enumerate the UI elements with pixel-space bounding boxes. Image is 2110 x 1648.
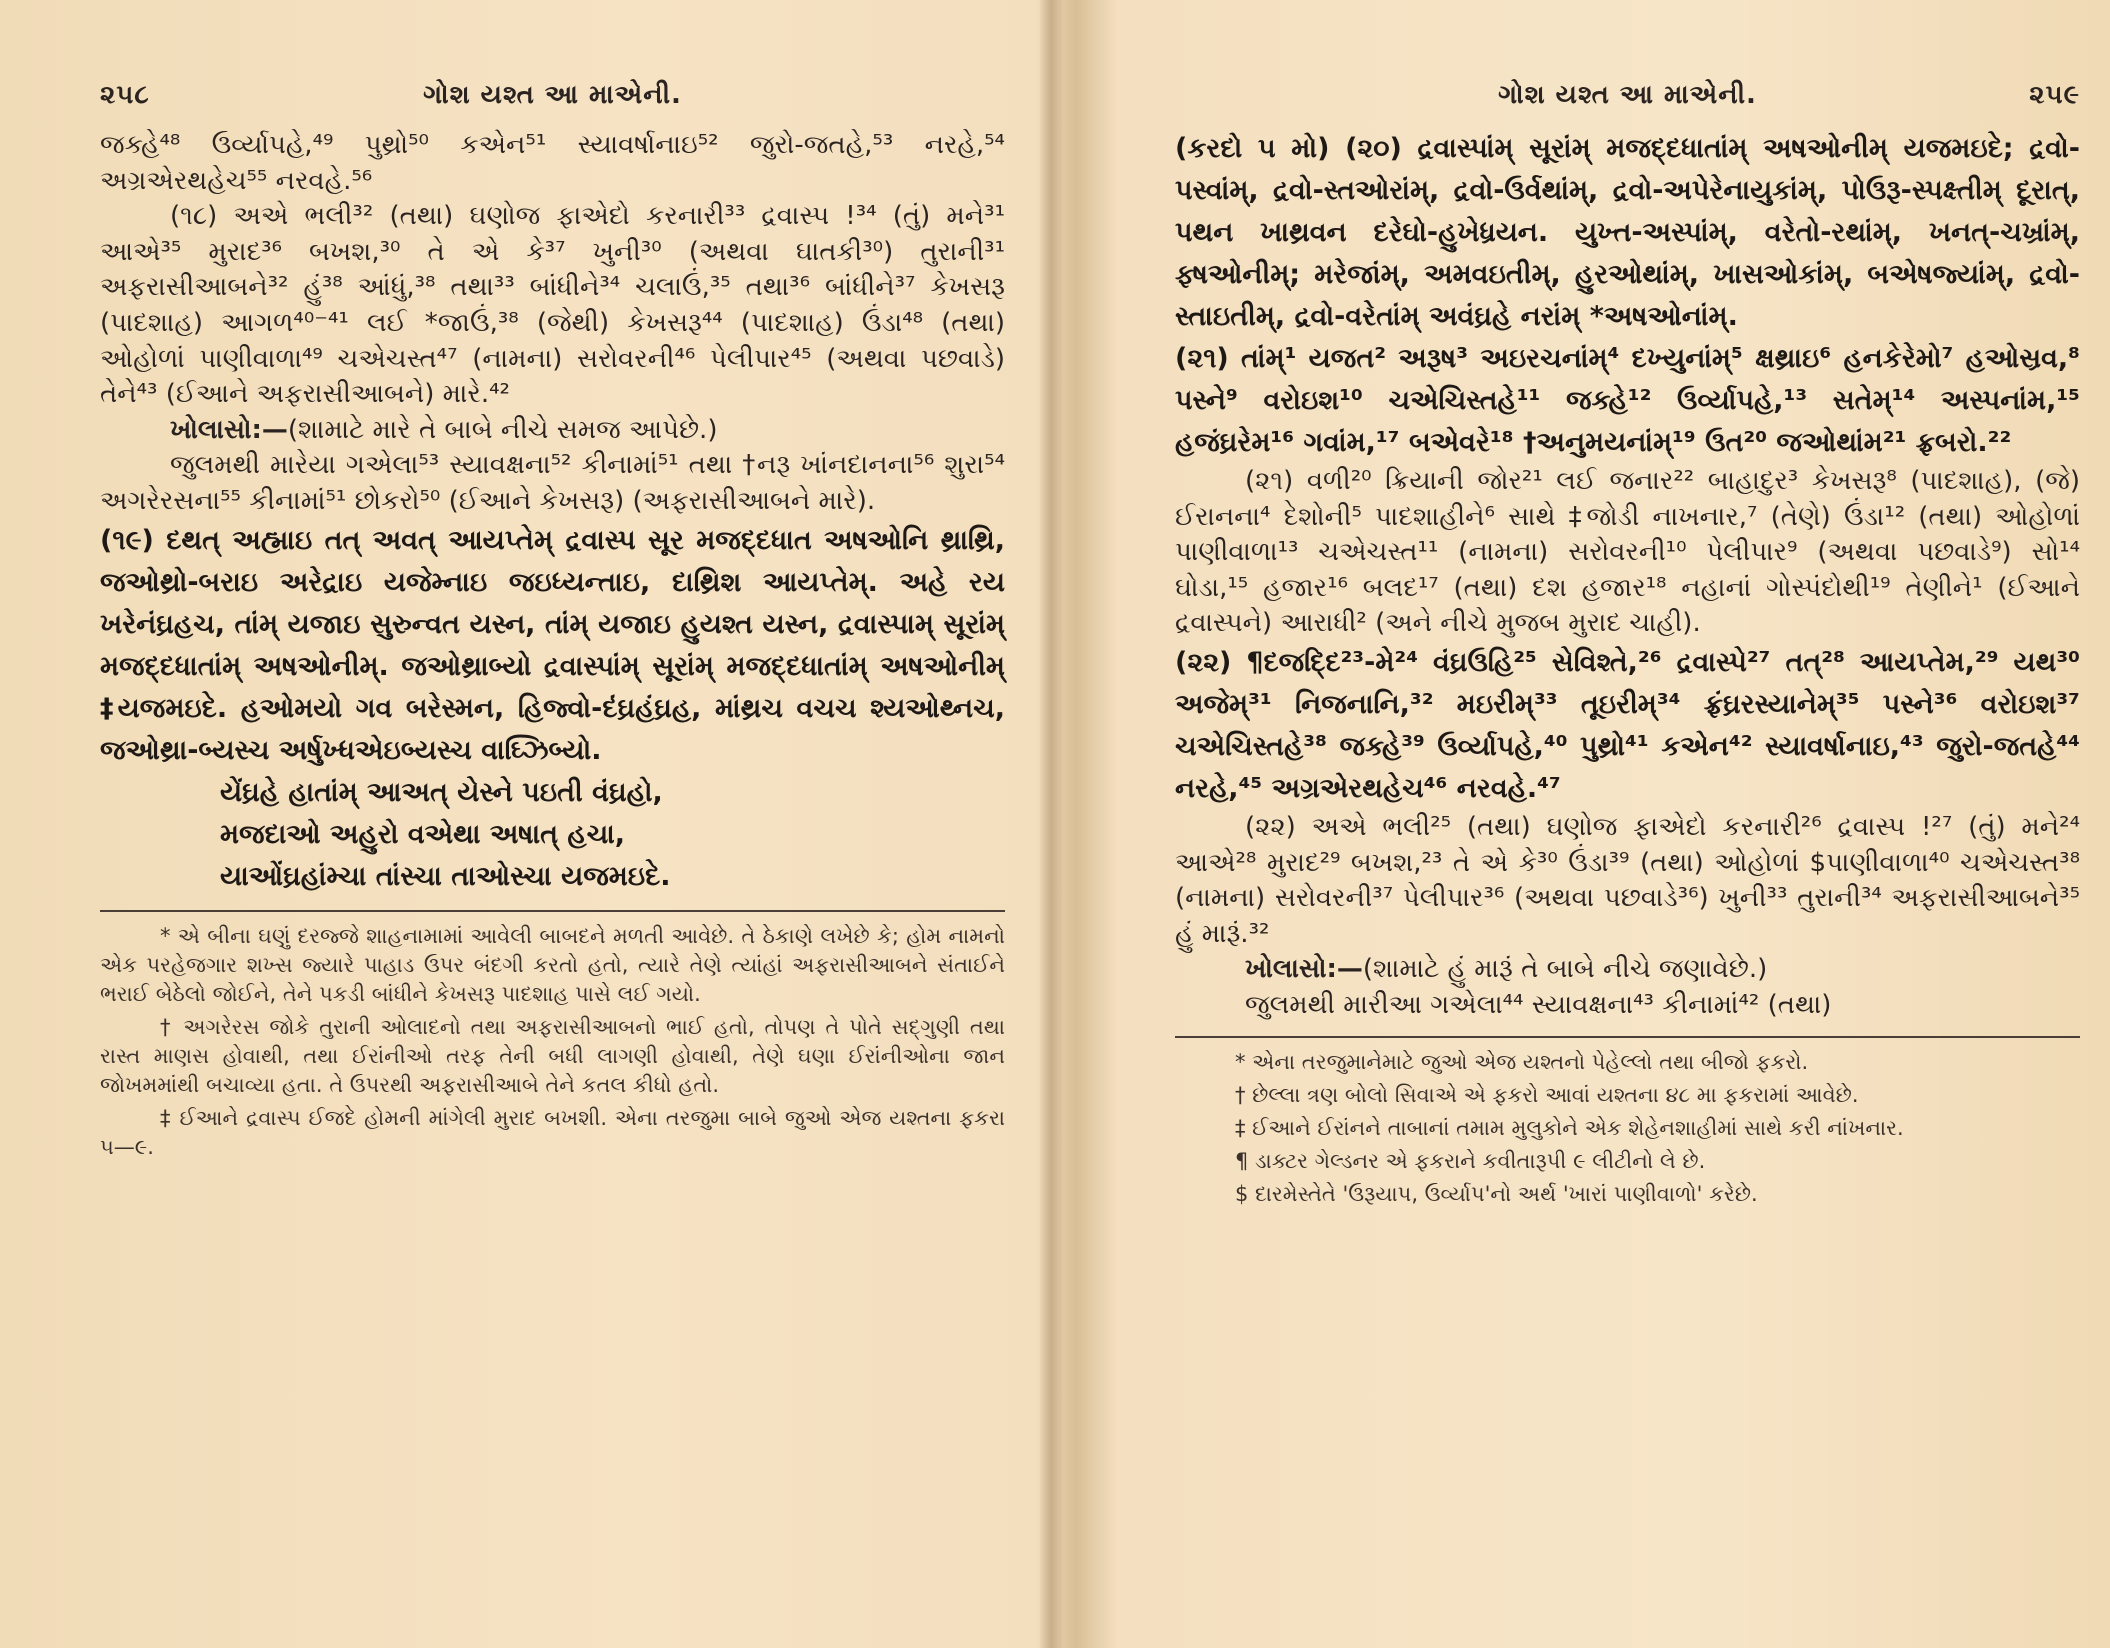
footnote-divider — [1175, 1036, 2080, 1038]
paragraph: (૨૨) અએ ભલી²⁵ (તથા) ઘણોજ ફાએદો કરનારી²⁶ દ્રવાસ્પ !²⁷ (તું) મને²⁴ આએ²⁸ મુરાદ²⁹ બખશ,²³ તે એ કે³⁰ ઉંડા³⁹ (તથા) ઓહોળાં $પાણીવાળા⁴⁰ ચએચસ્ત³⁸ (નામના) સરોવરની³⁷ પેલીપાર³⁶ (અથવા પછવાડે³⁶) ખુની³³ તુરાની³⁴ અફરાસીઆબને³⁵ હું મારૂં.³² — [1175, 811, 2080, 949]
avesta-text — [100, 520, 1005, 898]
page-number: ૨૫૯ — [2029, 80, 2080, 110]
avesta-paragraph: (૧૯) દથત્ અહ્માઇ તત્ અવત્ આયપ્તેમ્ દ્રવાસ્પ સૂર મજદ્દધાત અષઓનિ થ્રાથ્રિ, જઓથ્રો-બરાઇ અરેદ્રાઇ યજેમ્નાઇ જઇધ્યન્તાઇ, દાથ્રિશ આયપ્તેમ્. અહે રય ખરેનંઘ્રહચ, તાંમ્ યજાઇ સુરુન્વત યસ્ન, તાંમ્ યજાઇ હુયશ્ત યસ્ન, દ્રવાસ્પામ્ સૂરાંમ્ મજદ્દધાતાંમ્ અષઓનીમ્. જઓથ્રાબ્યો દ્રવાસ્પાંમ્ સૂરાંમ્ મજદ્દધાતાંમ્ અષઓનીમ્ ‡યજમઇદે. હઓમયો ગવ બરેસ્મન, હિજ્વો-દંઘ્રહંઘ્રહ, માંથ્રચ વચચ શ્યઓથ્નચ, જઓથ્રા-બ્યસ્ચ અર્ષુખ્ધએઇબ્યસ્ચ વાઘ્ઝિબ્યો. — [100, 524, 1005, 766]
footnote: † અગરેરસ જોકે તુરાની ઓલાદનો તથા અફરાસીઆબનો ભાઈ હતો, તોપણ તે પોતે સદ્ગુણી તથા રાસ્ત માણસ હોવાથી, તથા ઈરાંનીઓ તરફ તેની બધી લાગણી હોવાથી, તેણે ઘણા ઈરાંનીઓના જાન જોખમમાંથી બચાવ્યા હતા. તે ઉપરથી અફરાસીઆબે તેને કતલ કીધો હતો. — [100, 1014, 1005, 1097]
paragraph: જુલમથી મારેયા ગએલા⁵³ સ્યાવક્ષના⁵² કીનામાં⁵¹ તથા †નરૂ ખાંનદાનના⁵⁶ શુરા⁵⁴ અગરેરસના⁵⁵ કીનામાં⁵¹ છોકરો⁵⁰ (ઈઆને કેખસરૂ) (અફરાસીઆબને મારે). — [100, 450, 1005, 516]
footnote: ‡ ઈઆને દ્રવાસ્પ ઈજદે હોમની માંગેલી મુરાદ બખશી. એના તરજુમા બાબે જુઓ એજ યશ્તના ફકરા ૫—૯. — [100, 1105, 1005, 1159]
footnotes — [100, 922, 1005, 1162]
paragraph: જુલમથી મારીઆ ગએલા⁴⁴ સ્યાવક્ષના⁴³ કીનામાં⁴² (તથા) — [1245, 989, 1832, 1020]
footnote-divider — [100, 910, 1005, 912]
paragraph: (૨૧) વળી²⁰ ક્રિયાની જોર²¹ લઈ જનાર²² બાહાદુર³ કેખસરૂ⁸ (પાદશાહ), (જે) ઈરાનના⁴ દેશોની⁵ પાદશાહીને⁶ સાથે ‡જોડી નાખનાર,⁷ (તેણે) ઉંડા¹² (તથા) ઓહોળાં પાણીવાળા¹³ ચએચસ્ત¹¹ (નામના) સરોવરની¹⁰ પેલીપાર⁹ (અથવા પછવાડે⁹) સો¹⁴ ઘોડા,¹⁵ હજાર¹⁶ બલદ¹⁷ (તથા) દશ હજાર¹⁸ નહાનાં ગોસ્પંદોથી¹⁹ તેણીને¹ (ઈઆને દ્રવાસ્પને) આરાધી² (અને નીચે મુજબ મુરાદ ચાહી). — [1175, 466, 2080, 639]
footnote: * એના તરજુમાનેમાટે જુઓ એજ યશ્તનો પેહેલ્લો તથા બીજો ફકરો. — [1235, 1049, 1809, 1074]
avesta-paragraph: (૨૧) તાંમ્¹ યજત² અરૂષ³ અઇરચનાંમ્⁴ દખ્યુનાંમ્⁵ ક્ષથ્રાઇ⁶ હનકેરેમો⁷ હઓસ્રવ,⁸ પસ્ને⁹ વરોઇશ¹⁰ ચએચિસ્તહે¹¹ જક્હે¹² ઉર્વ્યાપહે,¹³ સતેમ્¹⁴ અસ્પનાંમ,¹⁵ હજંઘ્રરેમ¹⁶ ગવાંમ,¹⁷ બએવરે¹⁸ †અનુમયનાંમ્¹⁹ ઉત²⁰ જઓથાંમ²¹ ફ્રબરો.²² — [1175, 343, 2080, 458]
body-text — [1175, 464, 2080, 642]
khulaso-text: (શામાટે હું મારૂં તે બાબે નીચે જણાવેછે.) — [1362, 954, 1768, 985]
running-header — [1175, 80, 2080, 128]
page-number: ૨૫૮ — [100, 80, 150, 110]
left-page — [100, 80, 1005, 1600]
footnote: ¶ ડાક્ટર ગેલ્ડનર એ ફકરાને કવીતારૂપી ૯ લીટીનો લે છે. — [1235, 1148, 1706, 1173]
khulaso-label: ખોલાસો:— — [1245, 954, 1363, 985]
explanation-heading — [1175, 952, 2080, 988]
khulaso-text: (શામાટે મારે તે બાબે નીચે સમજ આપેછે.) — [287, 414, 718, 445]
footnote: † છેલ્લા ત્રણ બોલો સિવાએ એ ફકરો આવાં યશ્તના ૪૮ મા ફકરામાં આવેછે. — [1235, 1082, 1859, 1107]
body-text — [100, 128, 1005, 520]
verse-line: યેંઘ્રહે હાતાંમ્ આઅત્ યેસ્ને પઇતી વંઘ્રહો, — [220, 776, 663, 808]
verse-line: યાઓંઘ્રહાંમ્ચા તાંસ્ચા તાઓસ્ચા યજમઇદે. — [220, 860, 671, 892]
right-page — [1175, 80, 2080, 1600]
running-title: ગોશ યશ્ત આ માએની. — [423, 80, 682, 110]
footnote: $ દારમેસ્તેતે 'ઉરૂયાપ, ઉર્વ્યાપ'નો અર્થ 'ખારાં પાણીવાળો' કરેછે. — [1235, 1181, 1758, 1206]
running-title: ગોશ યશ્ત આ માએની. — [1498, 80, 1757, 110]
explanation-heading — [100, 413, 1005, 449]
book-gutter — [1040, 0, 1062, 1648]
avesta-text — [1175, 642, 2080, 810]
footnote: ‡ ઈઆને ઈરાંનને તાબાનાં તમામ મુલુકોને એક શેહેનશાહીમાં સાથે કરી નાંખનાર. — [1235, 1115, 1904, 1140]
verse-line: મજદાઓ અહુરો વએથા અષાત્ હચા, — [220, 818, 626, 850]
paragraph: (૧૮) અએ ભલી³² (તથા) ઘણોજ ફાએદો કરનારી³³ દ્રવાસ્પ !³⁴ (તું) મને³¹ આએ³⁵ મુરાદ³⁶ બખશ,³⁰ તે એ કે³⁷ ખુની³⁰ (અથવા ઘાતકી³⁰) તુરાની³¹ અફરાસીઆબને³² હું³⁸ આંધું,³⁸ તથા³³ બાંધીને³⁴ ચલાઉં,³⁵ તથા³⁶ બાંધીને³⁷ કેખસરૂ (પાદશાહ) આગળ⁴⁰⁻⁴¹ લઈ *જાઉં,³⁸ (જેથી) કેખસરૂ⁴⁴ (પાદશાહ) ઉંડા⁴⁸ (તથા) ઓહોળાં પાણીવાળા⁴⁹ ચએચસ્ત⁴⁷ (નામના) સરોવરની⁴⁶ પેલીપાર⁴⁵ (અથવા પછવાડે) તેને⁴³ (ઈઆને અફરાસીઆબને) મારે.⁴² — [100, 201, 1005, 410]
avesta-text — [1175, 128, 2080, 464]
paragraph: જક્હે⁴⁸ ઉર્વ્યાપહે,⁴⁹ પુથ્રો⁵⁰ કએન⁵¹ સ્યાવર્ષાનાઇ⁵² જુરો-જતહે,⁵³ નરહે,⁵⁴ અગ્રએરથહેચ⁵⁵ નરવહે.⁵⁶ — [100, 130, 1005, 196]
body-text — [1175, 810, 2080, 1024]
footnotes — [1175, 1048, 2080, 1209]
footnote: * એ બીના ઘણું દરજ્જે શાહનામામાં આવેલી બાબદને મળતી આવેછે. તે ઠેકાણે લખેછે કે; હોમ નામનો એક પરહેજગાર શખ્સ જ્યારે પાહાડ ઉપર બંદગી કરતો હતો, ત્યારે તેણે ત્યાંહાં અફરાસીઆબને સંતાઈને ભરાઈ બેઠેલો જોઈને, તેને પકડી બાંધીને કેખસરૂ પાદશાહ પાસે લઈ ગયો. — [100, 923, 1005, 1006]
running-header — [100, 80, 1005, 128]
khulaso-label: ખોલાસો:— — [170, 414, 288, 445]
avesta-paragraph: (૨૨) ¶દજદ્દિ²³-મે²⁴ વંઘ્રઉહિ²⁵ સેવિશ્તે,²⁶ દ્રવાસ્પે²⁷ તત્²⁸ આયપ્તેમ,²⁹ યથ³⁰ અજેમ્³¹ નિજનાનિ,³² મઇરીમ્³³ તૂઇરીમ્³⁴ ફ્રંઘ્રરસ્યાનેમ્³⁵ પસ્ને³⁶ વરોઇશ³⁷ ચએચિસ્તહે³⁸ જક્હે³⁹ ઉર્વ્યાપહે,⁴⁰ પુથ્રો⁴¹ કએન⁴² સ્યાવર્ષાનાઇ,⁴³ જુરો-જતહે⁴⁴ નરહે,⁴⁵ અગ્રએરથહેચ⁴⁶ નરવહે.⁴⁷ — [1175, 646, 2080, 804]
avesta-paragraph: (કરદો ૫ મો) (૨૦) દ્રવાસ્પાંમ્ સૂરાંમ્ મજદ્દધાતાંમ્ અષઓનીમ્ યજમઇદે; દ્રવો-પસ્વાંમ્, દ્રવો-સ્તઓરાંમ્, દ્રવો-ઉર્વથાંમ્, દ્રવો-અપેરેનાયુકાંમ્, પોઉરૂ-સ્પક્ષ્તીમ્ દૂરાત્, પથન ખાથ્રવન દરેઘો-હુખેધ્રયન. યુખ્ત-અસ્પાંમ્, વરેતો-રથાંમ્, ખનત્-ચખ્રાંમ્, ફ્ષઓનીમ્; મરેજાંમ્, અમવઇતીમ્, હુરઓથાંમ્, ખાસઓકાંમ્, બએષજ્યાંમ્, દ્રવો-સ્તાઇતીમ્, દ્રવો-વરેતાંમ્ અવંઘ્રહે નરાંમ્ *અષઓનાંમ્. — [1175, 133, 2080, 332]
